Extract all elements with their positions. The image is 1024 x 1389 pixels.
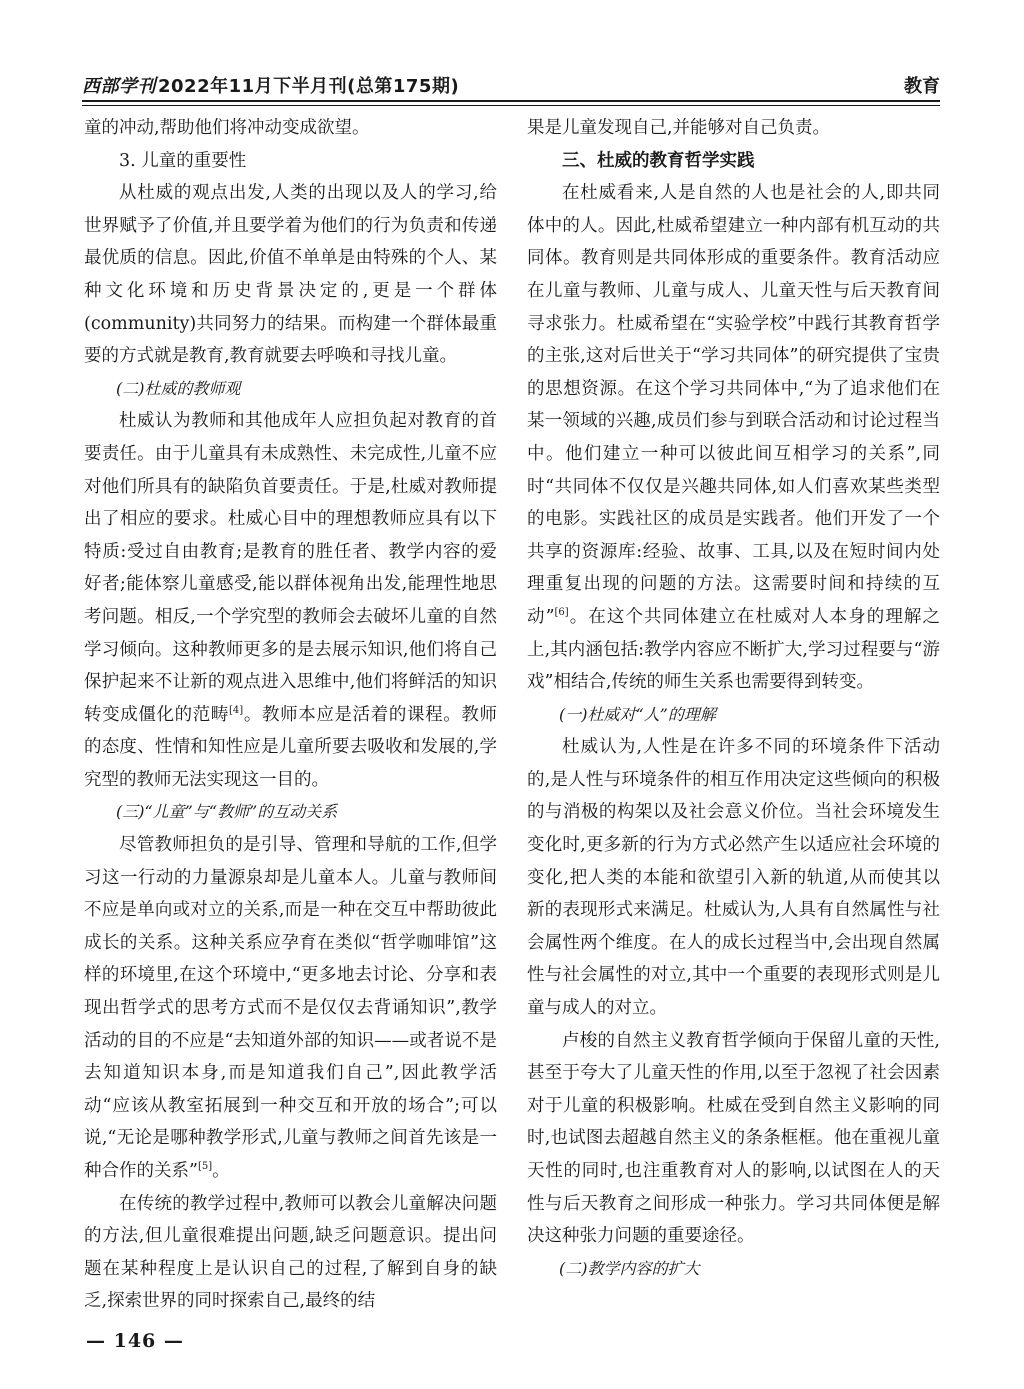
section-heading-person: (一)杜威对“人”的理解: [559, 704, 716, 724]
citation-ref: [4]: [229, 704, 244, 716]
paragraph: 杜威认为,人性是在许多不同的环境条件下活动的,是人性与环境条件的相互作用决定这些倾向的积极的与消极的构架以及社会意义价位。当社会环境发生变化时,更多新的行为方式必然产生以适应社会环境的变化,把人类的本能和欲望引入新的轨道,从而使其以新的表现形式来满足。杜威认为,人具有自然属性与社会属性两个维度。在人的成长过程当中,会出现自然属性与社会属性的对立,其中一个重要的表现形式则是儿童与成人的对立。: [527, 737, 940, 1019]
header-rule: [82, 100, 940, 102]
section-heading-interaction: (三)“儿童”与“教师”的互动关系: [116, 802, 338, 822]
section-heading-practice: 三、杜威的教育哲学实践: [562, 150, 755, 171]
paragraph: 从杜威的观点出发,人类的出现以及人的学习,给世界赋予了价值,并且要学着为他们的行为负责和传递最优质的信息。因此,价值不单单是由特殊的个人、某种文化环境和历史背景决定的,更是一个群体(community)共同努力的结果。而构建一个群体最重要的方式就是教育,教育就要去呼唤和寻找儿童。: [84, 183, 497, 367]
paragraph: 在传统的教学过程中,教师可以教会儿童解决问题的方法,但儿童很难提出问题,缺乏问题意识。提出问题在某种程度上是认识自己的过程,了解到自身的缺乏,探索世界的同时探索自己,最终的结: [84, 1193, 497, 1312]
paragraph: 在杜威看来,人是自然的人也是社会的人,即共同体中的人。因此,杜威希望建立一种内部有机互动的共同体。教育则是共同体形成的重要条件。教育活动应在儿童与教师、儿童与成人、儿童天性与后天教育间寻求张力。杜威希望在“实验学校”中践行其教育哲学的主张,这对后世关于“学习共同体”的研究提供了宝贵的思想资源。在这个学习共同体中,“为了追求他们在某一领域的兴趣,成员们参与到联合活动和讨论过程当中。他们建立一种可以彼此间互相学习的关系”,同时“共同体不仅仅是兴趣共同体,如人们喜欢某些类型的电影。实践社区的成员是实践者。他们开发了一个共享的资源库:经验、故事、工具,以及在短时间内处理重复出现的问题的方法。这需要时间和持续的互动”[6]。在这个共同体建立在杜威对人本身的理解之上,其内涵包括:教学内容应不断扩大,学习过程要与“游戏”相结合,传统的师生关系也需要得到转变。: [527, 183, 940, 693]
journal-logo: 西部学刊: [82, 76, 156, 97]
paragraph: 杜威认为教师和其他成年人应担负起对教育的首要责任。由于儿童具有未成熟性、未完成性,儿童不应对他们所具有的缺陷负首要责任。于是,杜威对教师提出了相应的要求。杜威心目中的理想教师应具有以下特质:受过自由教育;是教育的胜任者、教学内容的爱好者;能体察儿童感受,能以群体视角出发,能理性地思考问题。相反,一个学究型的教师会去破坏儿童的自然学习倾向。这种教师更多的是去展示知识,他们将自己保护起来不让新的观点进入思维中,他们将鲜活的知识转变成僵化的范畴[4]。教师本应是活着的课程。教师的态度、性情和知性应是儿童所要去吸收和发展的,学究型的教师无法实现这一目的。: [84, 411, 498, 790]
issue-label: 2022年11月下半月刊(总第175期): [158, 76, 460, 97]
citation-ref: [5]: [197, 1161, 213, 1173]
section-label: 教育: [904, 76, 940, 97]
header-rule-thin: [82, 105, 940, 106]
page-number: — 146 —: [86, 1330, 184, 1352]
paragraph: 童的冲动,帮助他们将冲动变成欲望。: [84, 118, 370, 138]
paragraph: 尽管教师担负的是引导、管理和导航的工作,但学习这一行动的力量源泉却是儿童本人。儿童与教师间不应是单向或对立的关系,而是一种在交互中帮助彼此成长的关系。这种关系应孕育在类似“哲学咖啡馆”这样的环境里,在这个环境中,“更多地去讨论、分享和表现出哲学式的思考方式而不是仅仅去背诵知识”,教学活动的目的不应是“去知道外部的知识——或者说不是去知道知识本身,而是知道我们自己”,因此教学活动“应该从教室拓展到一种交互和开放的场合”;可以说,“无论是哪种教学形式,儿童与教师之间首先该是一种合作的关系”[5]。: [84, 835, 497, 1181]
section-heading-content: (二)教学内容的扩大: [559, 1258, 700, 1278]
section-heading-teacher-view: (二)杜威的教师观: [116, 378, 241, 398]
paragraph: 果是儿童发现自己,并能够对自己负责。: [527, 118, 831, 138]
right-column: [527, 112, 940, 1285]
journal-issue: [82, 72, 459, 98]
left-column: [84, 112, 497, 1318]
paragraph: 卢梭的自然主义教育哲学倾向于保留儿童的天性,甚至于夸大了儿童天性的作用,以至于忽视了社会因素对于儿童的积极影响。杜威在受到自然主义影响的同时,也试图去超越自然主义的条条框框。他在重视儿童天性的同时,也注重教育对人的影响,以试图在人的天性与后天教育之间形成一种张力。学习共同体便是解决这种张力问题的重要途径。: [527, 1030, 940, 1247]
citation-ref: [6]: [554, 607, 569, 619]
running-header: [82, 72, 940, 98]
subheading-child-importance: 3. 儿童的重要性: [119, 150, 247, 171]
